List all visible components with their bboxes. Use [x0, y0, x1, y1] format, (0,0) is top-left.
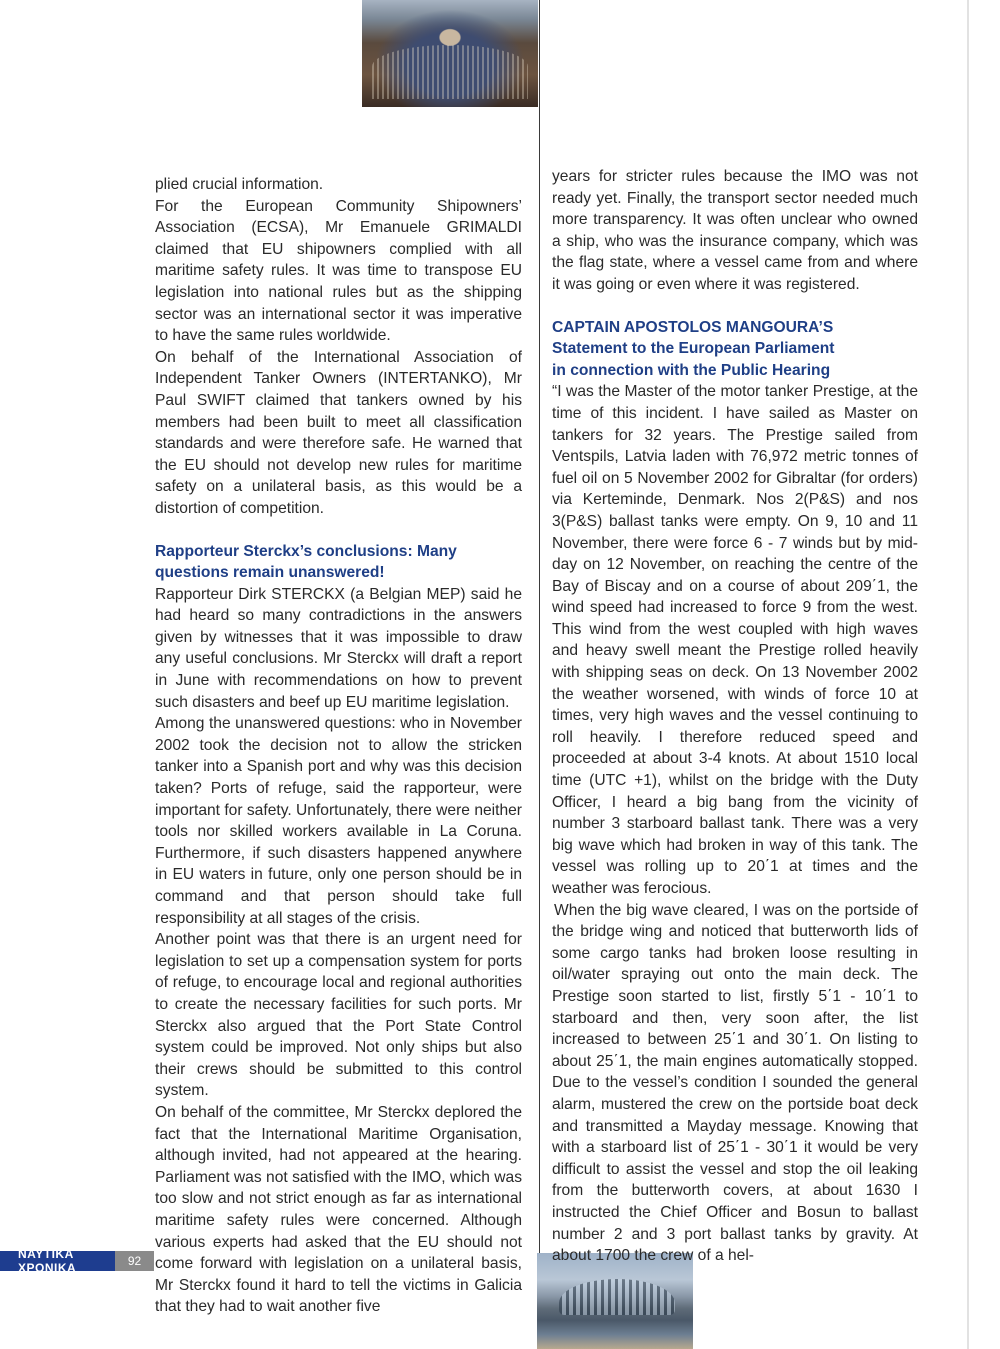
paragraph: On behalf of the International Association of Independent Tanker Owners (INTERTANKO), Mr Paul SWIFT claimed that tankers owned by his members had been built to meet all classification standards and were therefore safe. He warned that the EU should not develop new rules for maritime safety on a unilateral basis, as this would be a distortion of competition. — [155, 348, 522, 517]
parliament-chamber-photo — [362, 0, 538, 107]
paragraph: On behalf of the committee, Mr Sterckx deplored the fact that the International Maritime Organisation, although invited, had not appeared at the hearing. Parliament was not satisfied with the IMO, which was too slow and not strict enough as far as international maritime safety rules were concerned. Although various experts had asked that the EU should not come forward with legislation on a unilateral basis, Mr Sterckx found it hard to tell the victims in Galicia that they had to wait another five — [155, 1103, 522, 1316]
statement-heading-context: in connection with the Public Hearing — [552, 361, 831, 379]
statement-heading-subtitle: Statement to the European Parliament — [552, 340, 835, 358]
paragraph: Among the unanswered questions: who in November 2002 took the decision not to allow the stricken tanker into a Spanish port and why was this decision taken? Ports of refuge, said the rapporteur, were important for safety. Unfortunately, there were neither tools nor skilled workers available in La Coruna. Furthermore, if such disasters happened anywhere in EU waters in future, only one person should be in command and that person should take full responsibility at all stages of the crisis. — [155, 715, 522, 927]
statement-heading-title: CAPTAIN APOSTOLOS MANGOURA’S — [552, 318, 834, 336]
paragraph: “I was the Master of the motor tanker Prestige, at the time of this incident. I have sailed as Master on tankers for 32 years. The Prestige sailed from Ventspils, Latvia laden with 76,972 metric tonnes of fuel oil on 5 November 2002 for Gibraltar (for orders) via Kerteminde, Denmark. Nos 2(P&S) and nos 3(P&S) ballast tanks were empty. On 9, 10 and 11 November, there were force 6 - 7 winds but by mid-day on 12 November, on reaching the centre of the Bay of Biscay and on a course of about 209΄1, the wind speed had increased to force 9 from the west. This wind from the west coupled with high waves and heavy swell meant the Prestige rolled heavily with shipping seas on deck. On 13 November 2002 the weather worsened, with winds of force 10 at times, very high waves and the vessel continuing to roll heavily. I therefore reduced speed and proceeded at about 3-4 knots. At about 1510 local time (UTC +1), whilst on the bridge with the Duty Officer, I heard a big bang from the vicinity of number 3 starboard ballast tank. There was a very big wave which had broken in way of this tank. The vessel was rolling up to 20΄1 at times and the weather was ferocious. — [552, 383, 918, 897]
page-edge — [967, 0, 969, 1349]
column-divider — [539, 0, 540, 1349]
section-heading: Rapporteur Sterckx’s conclusions: Many questions remain unanswered! — [155, 542, 457, 582]
magazine-name: ΝΑΥΤΙΚΑ ΧΡΟΝΙΚΑ — [0, 1251, 115, 1271]
parliament-building-photo — [537, 1253, 693, 1349]
left-column — [155, 174, 522, 1318]
paragraph: For the European Community Shipowners’ Association (ECSA), Mr Emanuele GRIMALDI claimed that EU shipowners complied with all maritime safety rules. It was time to transpose EU legislation into national rules but as the shipping sector was an international sector it was imperative to have the same rules worldwide. — [155, 197, 522, 345]
right-column — [552, 166, 918, 1267]
paragraph: Rapporteur Dirk STERCKX (a Belgian MEP) said he had heard so many contradictions in the answers given by witnesses that it was impossible to draw any useful conclusions. Mr Sterckx will draft a report in June with recommendations on how to prevent such disasters and beef up EU maritime legislation. — [155, 585, 522, 711]
page-footer — [0, 1247, 154, 1275]
paragraph: Another point was that there is an urgent need for legislation to set up a compensation system for ports of refuge, to encourage local and regional authorities to create the necessary facilities for such ports. Mr Sterckx also argued that the Port State Control system could be improved. Not only ships but also their crews should be submitted to this control system. — [155, 931, 522, 1100]
paragraph: When the big wave cleared, I was on the portside of the bridge wing and noticed that butterworth lids of some cargo tanks had broken loose resulting in oil/water spraying out onto the main deck. The Prestige soon started to list, firstly 5΄1 - 10΄1 to starboard and then, very soon after, the list increased to between 25΄1 and 30΄1. On listing to about 25΄1, the main engines automatically stopped. Due to the vessel’s condition I sounded the general alarm, mustered the crew on the portside boat deck and transmitted a Mayday message. Knowing that with a starboard list of 25΄1 - 30΄1 it would be very difficult to assist the vessel and stop the oil leaking from the butterworth covers, at about 1630 I instructed the Chief Officer and Bosun to ballast number 2 and 3 port ballast tanks by gravity. At about 1700 the crew of a hel- — [552, 901, 918, 1265]
paragraph: plied crucial information. — [155, 176, 324, 193]
paragraph: years for stricter rules because the IMO was not ready yet. Finally, the transport sector needed much more transparency. It was often unclear who owned a ship, who was the insurance company, which was the flag state, where a vessel came from and where it was going or even where it was registered. — [552, 168, 918, 293]
page-number: 92 — [115, 1251, 154, 1271]
